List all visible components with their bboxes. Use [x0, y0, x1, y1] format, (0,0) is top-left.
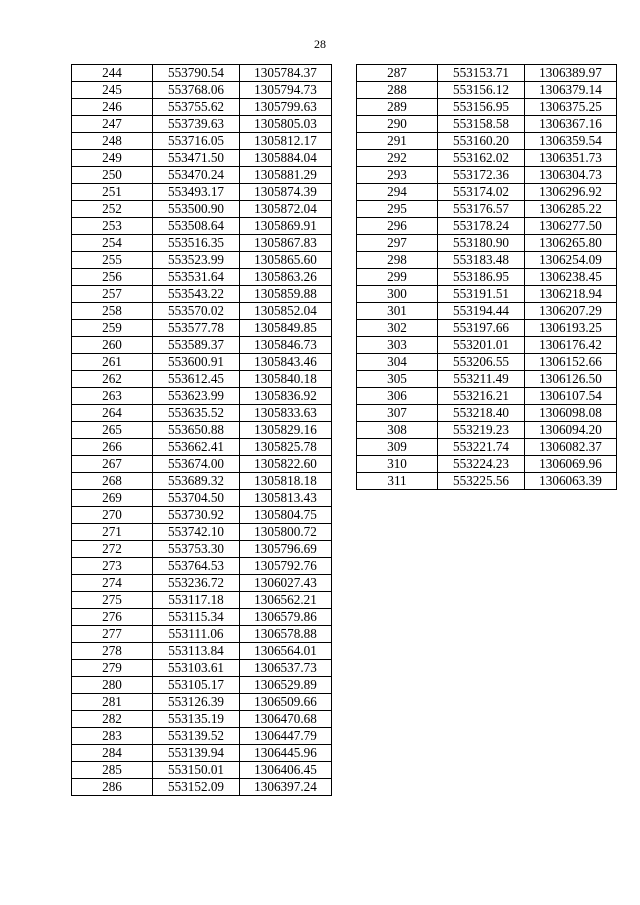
x-coordinate-cell: 553225.56 [438, 473, 525, 490]
point-number-cell: 256 [72, 269, 153, 286]
x-coordinate-cell: 553183.48 [438, 252, 525, 269]
y-coordinate-cell: 1306375.25 [525, 99, 617, 116]
x-coordinate-cell: 553577.78 [153, 320, 240, 337]
coordinates-table-right [356, 64, 617, 490]
y-coordinate-cell: 1305840.18 [240, 371, 332, 388]
table-row [72, 133, 332, 150]
x-coordinate-cell: 553115.34 [153, 609, 240, 626]
point-number-cell: 308 [357, 422, 438, 439]
table-row [72, 728, 332, 745]
table-row [357, 269, 617, 286]
y-coordinate-cell: 1305846.73 [240, 337, 332, 354]
point-number-cell: 251 [72, 184, 153, 201]
x-coordinate-cell: 553790.54 [153, 65, 240, 82]
table-row [72, 167, 332, 184]
x-coordinate-cell: 553704.50 [153, 490, 240, 507]
point-number-cell: 263 [72, 388, 153, 405]
table-row [72, 269, 332, 286]
point-number-cell: 304 [357, 354, 438, 371]
point-number-cell: 257 [72, 286, 153, 303]
y-coordinate-cell: 1306277.50 [525, 218, 617, 235]
point-number-cell: 293 [357, 167, 438, 184]
y-coordinate-cell: 1306265.80 [525, 235, 617, 252]
point-number-cell: 294 [357, 184, 438, 201]
y-coordinate-cell: 1306578.88 [240, 626, 332, 643]
y-coordinate-cell: 1306238.45 [525, 269, 617, 286]
point-number-cell: 307 [357, 405, 438, 422]
x-coordinate-cell: 553674.00 [153, 456, 240, 473]
point-number-cell: 270 [72, 507, 153, 524]
table-row [72, 218, 332, 235]
table-row [357, 65, 617, 82]
table-row [72, 252, 332, 269]
table-row [72, 762, 332, 779]
table-row [357, 218, 617, 235]
x-coordinate-cell: 553218.40 [438, 405, 525, 422]
x-coordinate-cell: 553152.09 [153, 779, 240, 796]
y-coordinate-cell: 1306126.50 [525, 371, 617, 388]
x-coordinate-cell: 553224.23 [438, 456, 525, 473]
y-coordinate-cell: 1306351.73 [525, 150, 617, 167]
point-number-cell: 286 [72, 779, 153, 796]
y-coordinate-cell: 1306579.86 [240, 609, 332, 626]
point-number-cell: 267 [72, 456, 153, 473]
x-coordinate-cell: 553623.99 [153, 388, 240, 405]
y-coordinate-cell: 1305867.83 [240, 235, 332, 252]
point-number-cell: 271 [72, 524, 153, 541]
point-number-cell: 265 [72, 422, 153, 439]
point-number-cell: 258 [72, 303, 153, 320]
y-coordinate-cell: 1306562.21 [240, 592, 332, 609]
table-row [357, 405, 617, 422]
table-row [72, 558, 332, 575]
point-number-cell: 259 [72, 320, 153, 337]
y-coordinate-cell: 1305874.39 [240, 184, 332, 201]
table-row [72, 150, 332, 167]
y-coordinate-cell: 1305859.88 [240, 286, 332, 303]
point-number-cell: 247 [72, 116, 153, 133]
x-coordinate-cell: 553180.90 [438, 235, 525, 252]
point-number-cell: 273 [72, 558, 153, 575]
point-number-cell: 253 [72, 218, 153, 235]
y-coordinate-cell: 1305822.60 [240, 456, 332, 473]
table-row [357, 473, 617, 490]
table-row [72, 184, 332, 201]
table-row [72, 524, 332, 541]
x-coordinate-cell: 553219.23 [438, 422, 525, 439]
y-coordinate-cell: 1306094.20 [525, 422, 617, 439]
x-coordinate-cell: 553768.06 [153, 82, 240, 99]
y-coordinate-cell: 1306254.09 [525, 252, 617, 269]
x-coordinate-cell: 553650.88 [153, 422, 240, 439]
x-coordinate-cell: 553612.45 [153, 371, 240, 388]
x-coordinate-cell: 553523.99 [153, 252, 240, 269]
point-number-cell: 288 [357, 82, 438, 99]
y-coordinate-cell: 1306296.92 [525, 184, 617, 201]
x-coordinate-cell: 553221.74 [438, 439, 525, 456]
x-coordinate-cell: 553126.39 [153, 694, 240, 711]
point-number-cell: 295 [357, 201, 438, 218]
table-row [357, 337, 617, 354]
y-coordinate-cell: 1305804.75 [240, 507, 332, 524]
point-number-cell: 306 [357, 388, 438, 405]
table-row [357, 371, 617, 388]
x-coordinate-cell: 553755.62 [153, 99, 240, 116]
point-number-cell: 291 [357, 133, 438, 150]
y-coordinate-cell: 1305812.17 [240, 133, 332, 150]
y-coordinate-cell: 1305863.26 [240, 269, 332, 286]
table-row [357, 303, 617, 320]
point-number-cell: 254 [72, 235, 153, 252]
y-coordinate-cell: 1305794.73 [240, 82, 332, 99]
y-coordinate-cell: 1306107.54 [525, 388, 617, 405]
table-row [72, 626, 332, 643]
y-coordinate-cell: 1305884.04 [240, 150, 332, 167]
point-number-cell: 245 [72, 82, 153, 99]
x-coordinate-cell: 553197.66 [438, 320, 525, 337]
point-number-cell: 248 [72, 133, 153, 150]
table-row [72, 694, 332, 711]
y-coordinate-cell: 1306098.08 [525, 405, 617, 422]
table-row [357, 201, 617, 218]
table-row [357, 354, 617, 371]
point-number-cell: 310 [357, 456, 438, 473]
point-number-cell: 305 [357, 371, 438, 388]
table-row [72, 354, 332, 371]
table-row [357, 320, 617, 337]
y-coordinate-cell: 1306069.96 [525, 456, 617, 473]
table-row [72, 439, 332, 456]
x-coordinate-cell: 553543.22 [153, 286, 240, 303]
y-coordinate-cell: 1305849.85 [240, 320, 332, 337]
y-coordinate-cell: 1306063.39 [525, 473, 617, 490]
point-number-cell: 301 [357, 303, 438, 320]
point-number-cell: 279 [72, 660, 153, 677]
y-coordinate-cell: 1306389.97 [525, 65, 617, 82]
point-number-cell: 282 [72, 711, 153, 728]
table-row [72, 116, 332, 133]
table-row [72, 320, 332, 337]
y-coordinate-cell: 1306379.14 [525, 82, 617, 99]
table-row [357, 150, 617, 167]
x-coordinate-cell: 553635.52 [153, 405, 240, 422]
table-row [72, 643, 332, 660]
point-number-cell: 287 [357, 65, 438, 82]
table-row [72, 711, 332, 728]
table-row [72, 337, 332, 354]
table-row [357, 439, 617, 456]
y-coordinate-cell: 1305796.69 [240, 541, 332, 558]
table-row [72, 609, 332, 626]
table-row [357, 99, 617, 116]
x-coordinate-cell: 553742.10 [153, 524, 240, 541]
y-coordinate-cell: 1306470.68 [240, 711, 332, 728]
table-row [72, 745, 332, 762]
page-number: 28 [314, 37, 326, 51]
x-coordinate-cell: 553206.55 [438, 354, 525, 371]
table-row [72, 422, 332, 439]
y-coordinate-cell: 1306304.73 [525, 167, 617, 184]
table-row [357, 133, 617, 150]
point-number-cell: 290 [357, 116, 438, 133]
y-coordinate-cell: 1305818.18 [240, 473, 332, 490]
x-coordinate-cell: 553662.41 [153, 439, 240, 456]
x-coordinate-cell: 553570.02 [153, 303, 240, 320]
table-row [72, 405, 332, 422]
y-coordinate-cell: 1305805.03 [240, 116, 332, 133]
point-number-cell: 302 [357, 320, 438, 337]
table-row [72, 201, 332, 218]
y-coordinate-cell: 1305852.04 [240, 303, 332, 320]
point-number-cell: 309 [357, 439, 438, 456]
point-number-cell: 275 [72, 592, 153, 609]
table-row [72, 235, 332, 252]
point-number-cell: 269 [72, 490, 153, 507]
y-coordinate-cell: 1306082.37 [525, 439, 617, 456]
table-row [72, 388, 332, 405]
y-coordinate-cell: 1305784.37 [240, 65, 332, 82]
point-number-cell: 292 [357, 150, 438, 167]
x-coordinate-cell: 553470.24 [153, 167, 240, 184]
x-coordinate-cell: 553117.18 [153, 592, 240, 609]
y-coordinate-cell: 1306218.94 [525, 286, 617, 303]
x-coordinate-cell: 553194.44 [438, 303, 525, 320]
x-coordinate-cell: 553764.53 [153, 558, 240, 575]
x-coordinate-cell: 553186.95 [438, 269, 525, 286]
point-number-cell: 261 [72, 354, 153, 371]
x-coordinate-cell: 553174.02 [438, 184, 525, 201]
x-coordinate-cell: 553689.32 [153, 473, 240, 490]
y-coordinate-cell: 1306207.29 [525, 303, 617, 320]
point-number-cell: 268 [72, 473, 153, 490]
x-coordinate-cell: 553176.57 [438, 201, 525, 218]
table-row [72, 473, 332, 490]
x-coordinate-cell: 553160.20 [438, 133, 525, 150]
table-row [72, 677, 332, 694]
x-coordinate-cell: 553531.64 [153, 269, 240, 286]
point-number-cell: 297 [357, 235, 438, 252]
x-coordinate-cell: 553103.61 [153, 660, 240, 677]
table-row [357, 167, 617, 184]
x-coordinate-cell: 553600.91 [153, 354, 240, 371]
point-number-cell: 278 [72, 643, 153, 660]
y-coordinate-cell: 1305800.72 [240, 524, 332, 541]
y-coordinate-cell: 1305881.29 [240, 167, 332, 184]
x-coordinate-cell: 553156.95 [438, 99, 525, 116]
table-row [72, 592, 332, 609]
y-coordinate-cell: 1305829.16 [240, 422, 332, 439]
x-coordinate-cell: 553111.06 [153, 626, 240, 643]
point-number-cell: 296 [357, 218, 438, 235]
y-coordinate-cell: 1306537.73 [240, 660, 332, 677]
table-row [357, 82, 617, 99]
table-row [72, 779, 332, 796]
table-row [72, 65, 332, 82]
x-coordinate-cell: 553158.58 [438, 116, 525, 133]
point-number-cell: 285 [72, 762, 153, 779]
y-coordinate-cell: 1305843.46 [240, 354, 332, 371]
x-coordinate-cell: 553201.01 [438, 337, 525, 354]
table-row [72, 660, 332, 677]
table-row [72, 456, 332, 473]
table-row [72, 507, 332, 524]
x-coordinate-cell: 553105.17 [153, 677, 240, 694]
y-coordinate-cell: 1306152.66 [525, 354, 617, 371]
y-coordinate-cell: 1306529.89 [240, 677, 332, 694]
y-coordinate-cell: 1306176.42 [525, 337, 617, 354]
y-coordinate-cell: 1306397.24 [240, 779, 332, 796]
table-row [357, 116, 617, 133]
y-coordinate-cell: 1306285.22 [525, 201, 617, 218]
x-coordinate-cell: 553471.50 [153, 150, 240, 167]
y-coordinate-cell: 1305799.63 [240, 99, 332, 116]
point-number-cell: 255 [72, 252, 153, 269]
y-coordinate-cell: 1305825.78 [240, 439, 332, 456]
y-coordinate-cell: 1305869.91 [240, 218, 332, 235]
y-coordinate-cell: 1305792.76 [240, 558, 332, 575]
table-row [357, 184, 617, 201]
x-coordinate-cell: 553716.05 [153, 133, 240, 150]
point-number-cell: 249 [72, 150, 153, 167]
x-coordinate-cell: 553156.12 [438, 82, 525, 99]
y-coordinate-cell: 1305865.60 [240, 252, 332, 269]
table-row [72, 541, 332, 558]
point-number-cell: 244 [72, 65, 153, 82]
x-coordinate-cell: 553508.64 [153, 218, 240, 235]
table-row [357, 252, 617, 269]
x-coordinate-cell: 553753.30 [153, 541, 240, 558]
table-row [72, 99, 332, 116]
point-number-cell: 266 [72, 439, 153, 456]
point-number-cell: 303 [357, 337, 438, 354]
coordinates-table-left [71, 64, 332, 796]
y-coordinate-cell: 1305813.43 [240, 490, 332, 507]
x-coordinate-cell: 553211.49 [438, 371, 525, 388]
x-coordinate-cell: 553172.36 [438, 167, 525, 184]
point-number-cell: 250 [72, 167, 153, 184]
table-row [72, 303, 332, 320]
point-number-cell: 284 [72, 745, 153, 762]
x-coordinate-cell: 553500.90 [153, 201, 240, 218]
point-number-cell: 276 [72, 609, 153, 626]
table-row [72, 286, 332, 303]
y-coordinate-cell: 1305872.04 [240, 201, 332, 218]
point-number-cell: 252 [72, 201, 153, 218]
table-row [357, 286, 617, 303]
y-coordinate-cell: 1306509.66 [240, 694, 332, 711]
table-row [72, 82, 332, 99]
x-coordinate-cell: 553139.94 [153, 745, 240, 762]
point-number-cell: 264 [72, 405, 153, 422]
point-number-cell: 277 [72, 626, 153, 643]
table-row [357, 235, 617, 252]
x-coordinate-cell: 553730.92 [153, 507, 240, 524]
y-coordinate-cell: 1306564.01 [240, 643, 332, 660]
x-coordinate-cell: 553139.52 [153, 728, 240, 745]
x-coordinate-cell: 553493.17 [153, 184, 240, 201]
table-row [72, 575, 332, 592]
x-coordinate-cell: 553178.24 [438, 218, 525, 235]
x-coordinate-cell: 553191.51 [438, 286, 525, 303]
y-coordinate-cell: 1306445.96 [240, 745, 332, 762]
y-coordinate-cell: 1306027.43 [240, 575, 332, 592]
x-coordinate-cell: 553236.72 [153, 575, 240, 592]
point-number-cell: 300 [357, 286, 438, 303]
point-number-cell: 272 [72, 541, 153, 558]
table-row [357, 422, 617, 439]
y-coordinate-cell: 1306193.25 [525, 320, 617, 337]
point-number-cell: 246 [72, 99, 153, 116]
point-number-cell: 289 [357, 99, 438, 116]
x-coordinate-cell: 553589.37 [153, 337, 240, 354]
x-coordinate-cell: 553153.71 [438, 65, 525, 82]
x-coordinate-cell: 553739.63 [153, 116, 240, 133]
x-coordinate-cell: 553150.01 [153, 762, 240, 779]
y-coordinate-cell: 1305836.92 [240, 388, 332, 405]
point-number-cell: 274 [72, 575, 153, 592]
x-coordinate-cell: 553113.84 [153, 643, 240, 660]
y-coordinate-cell: 1306367.16 [525, 116, 617, 133]
point-number-cell: 260 [72, 337, 153, 354]
y-coordinate-cell: 1305833.63 [240, 405, 332, 422]
point-number-cell: 298 [357, 252, 438, 269]
table-row [357, 456, 617, 473]
point-number-cell: 262 [72, 371, 153, 388]
point-number-cell: 311 [357, 473, 438, 490]
point-number-cell: 281 [72, 694, 153, 711]
y-coordinate-cell: 1306406.45 [240, 762, 332, 779]
table-row [72, 490, 332, 507]
x-coordinate-cell: 553162.02 [438, 150, 525, 167]
table-row [72, 371, 332, 388]
x-coordinate-cell: 553135.19 [153, 711, 240, 728]
table-row [357, 388, 617, 405]
x-coordinate-cell: 553516.35 [153, 235, 240, 252]
y-coordinate-cell: 1306359.54 [525, 133, 617, 150]
x-coordinate-cell: 553216.21 [438, 388, 525, 405]
point-number-cell: 283 [72, 728, 153, 745]
point-number-cell: 280 [72, 677, 153, 694]
y-coordinate-cell: 1306447.79 [240, 728, 332, 745]
point-number-cell: 299 [357, 269, 438, 286]
